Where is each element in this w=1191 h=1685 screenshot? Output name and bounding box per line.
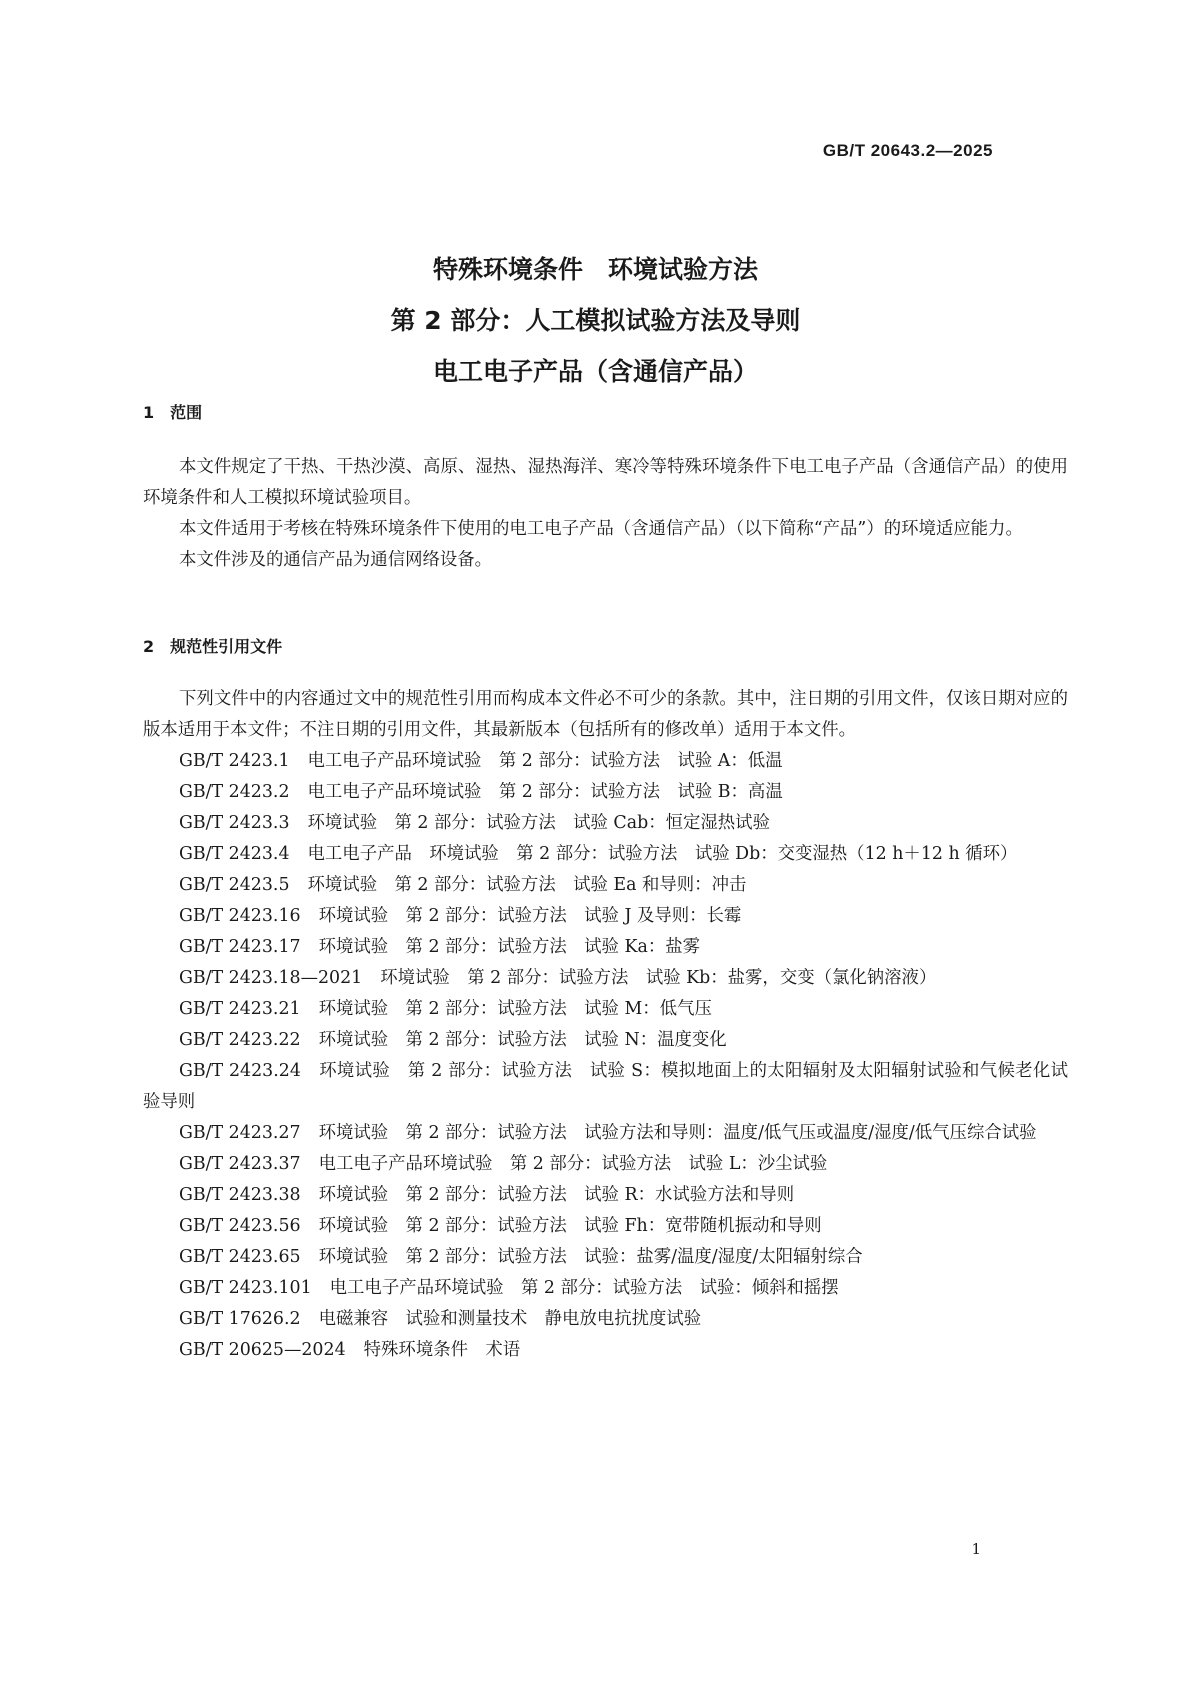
reference-item: [143, 994, 1068, 1025]
scope-paragraph: 本文件适用于考核在特殊环境条件下使用的电工电子产品（含通信产品）（以下简称“产品”）的环境适应能力。: [179, 519, 1023, 539]
reference-item: [143, 932, 1068, 963]
reference-code: GB/T 2423.22: [179, 1030, 301, 1050]
reference-item: [143, 1242, 1068, 1273]
reference-item: [143, 901, 1068, 932]
reference-item: [143, 839, 1068, 870]
reference-item: [143, 1273, 1068, 1304]
scope-paragraph: 本文件规定了干热、干热沙漠、高原、湿热、湿热海洋、寒冷等特殊环境条件下电工电子产品（含通信产品）的使用环境条件和人工模拟环境试验项目。: [143, 457, 1068, 508]
reference-title: 环境试验 第 2 部分：试验方法 试验 S：模拟地面上的太阳辐射及太阳辐射试验和气候老化试验导则: [143, 1061, 1068, 1112]
section-2-heading: 2 规范性引用文件: [143, 637, 283, 656]
reference-code: GB/T 2423.21: [179, 999, 301, 1019]
reference-title: 环境试验 第 2 部分：试验方法 试验 Cab：恒定湿热试验: [307, 813, 770, 833]
reference-item: [143, 1304, 1068, 1335]
reference-title: 环境试验 第 2 部分：试验方法 试验 Fh：宽带随机振动和导则: [318, 1216, 822, 1236]
reference-code: GB/T 2423.3: [179, 813, 290, 833]
scope-paragraph: 本文件涉及的通信产品为通信网络设备。: [179, 550, 493, 570]
reference-item: [143, 1056, 1068, 1118]
reference-code: GB/T 2423.4: [179, 844, 290, 864]
section-1-body: [143, 452, 1068, 576]
reference-title: 电磁兼容 试验和测量技术 静电放电抗扰度试验: [318, 1309, 702, 1329]
reference-title: 电工电子产品环境试验 第 2 部分：试验方法 试验 B：高温: [307, 782, 783, 802]
reference-title: 环境试验 第 2 部分：试验方法 试验：盐雾/温度/湿度/太阳辐射综合: [318, 1247, 863, 1267]
reference-code: GB/T 2423.1: [179, 751, 290, 771]
reference-code: GB/T 17626.2: [179, 1309, 301, 1329]
reference-code: GB/T 2423.101: [179, 1278, 312, 1298]
reference-list: [143, 746, 1068, 1366]
title-line-1: 特殊环境条件 环境试验方法: [432, 255, 758, 284]
reference-item: [143, 1118, 1068, 1149]
reference-title: 环境试验 第 2 部分：试验方法 试验 Kb：盐雾，交变（氯化钠溶液）: [380, 968, 937, 988]
reference-item: [143, 1149, 1068, 1180]
references-intro: 下列文件中的内容通过文中的规范性引用而构成本文件必不可少的条款。其中，注日期的引用文件，仅该日期对应的版本适用于本文件；不注日期的引用文件，其最新版本（包括所有的修改单）适用于本文件。: [143, 689, 1068, 740]
reference-title: 环境试验 第 2 部分：试验方法 试验 J 及导则：长霉: [318, 906, 742, 926]
reference-item: [143, 808, 1068, 839]
reference-title: 环境试验 第 2 部分：试验方法 试验 Ea 和导则：冲击: [307, 875, 747, 895]
reference-code: GB/T 2423.17: [179, 937, 301, 957]
reference-title: 环境试验 第 2 部分：试验方法 试验 Ka：盐雾: [318, 937, 701, 957]
reference-code: GB/T 2423.16: [179, 906, 301, 926]
reference-item: [143, 963, 1068, 994]
section-1-heading: 1 范围: [143, 403, 203, 422]
reference-code: GB/T 2423.65: [179, 1247, 301, 1267]
reference-title: 电工电子产品环境试验 第 2 部分：试验方法 试验 A：低温: [307, 751, 783, 771]
reference-item: [143, 1211, 1068, 1242]
page-number: 1: [971, 1540, 981, 1558]
reference-code: GB/T 2423.27: [179, 1123, 301, 1143]
reference-item: [143, 777, 1068, 808]
reference-title: 环境试验 第 2 部分：试验方法 试验 M：低气压: [318, 999, 712, 1019]
reference-title: 电工电子产品环境试验 第 2 部分：试验方法 试验：倾斜和摇摆: [329, 1278, 839, 1298]
reference-item: [143, 1335, 1068, 1366]
section-2-body: [143, 684, 1068, 1366]
reference-code: GB/T 2423.37: [179, 1154, 301, 1174]
reference-title: 环境试验 第 2 部分：试验方法 试验 N：温度变化: [318, 1030, 727, 1050]
reference-title: 特殊环境条件 术语: [363, 1340, 521, 1360]
reference-code: GB/T 2423.38: [179, 1185, 301, 1205]
title-line-2: 第 2 部分：人工模拟试验方法及导则: [390, 306, 801, 335]
title-line-3: 电工电子产品（含通信产品）: [432, 357, 758, 386]
reference-code: GB/T 20625—2024: [179, 1340, 346, 1360]
reference-title: 电工电子产品环境试验 第 2 部分：试验方法 试验 L：沙尘试验: [318, 1154, 828, 1174]
document-title: [0, 244, 1191, 397]
reference-item: [143, 1180, 1068, 1211]
reference-code: GB/T 2423.18—2021: [179, 968, 363, 988]
reference-item: [143, 746, 1068, 777]
standard-number: GB/T 20643.2—2025: [822, 141, 993, 160]
reference-item: [143, 1025, 1068, 1056]
reference-code: GB/T 2423.24: [179, 1061, 301, 1081]
reference-title: 环境试验 第 2 部分：试验方法 试验方法和导则：温度/低气压或温度/湿度/低气压综合试验: [318, 1123, 1037, 1143]
reference-code: GB/T 2423.5: [179, 875, 290, 895]
reference-title: 电工电子产品 环境试验 第 2 部分：试验方法 试验 Db：交变湿热（12 h＋12 h 循环）: [307, 844, 1018, 864]
reference-item: [143, 870, 1068, 901]
reference-title: 环境试验 第 2 部分：试验方法 试验 R：水试验方法和导则: [318, 1185, 795, 1205]
reference-code: GB/T 2423.56: [179, 1216, 301, 1236]
reference-code: GB/T 2423.2: [179, 782, 290, 802]
